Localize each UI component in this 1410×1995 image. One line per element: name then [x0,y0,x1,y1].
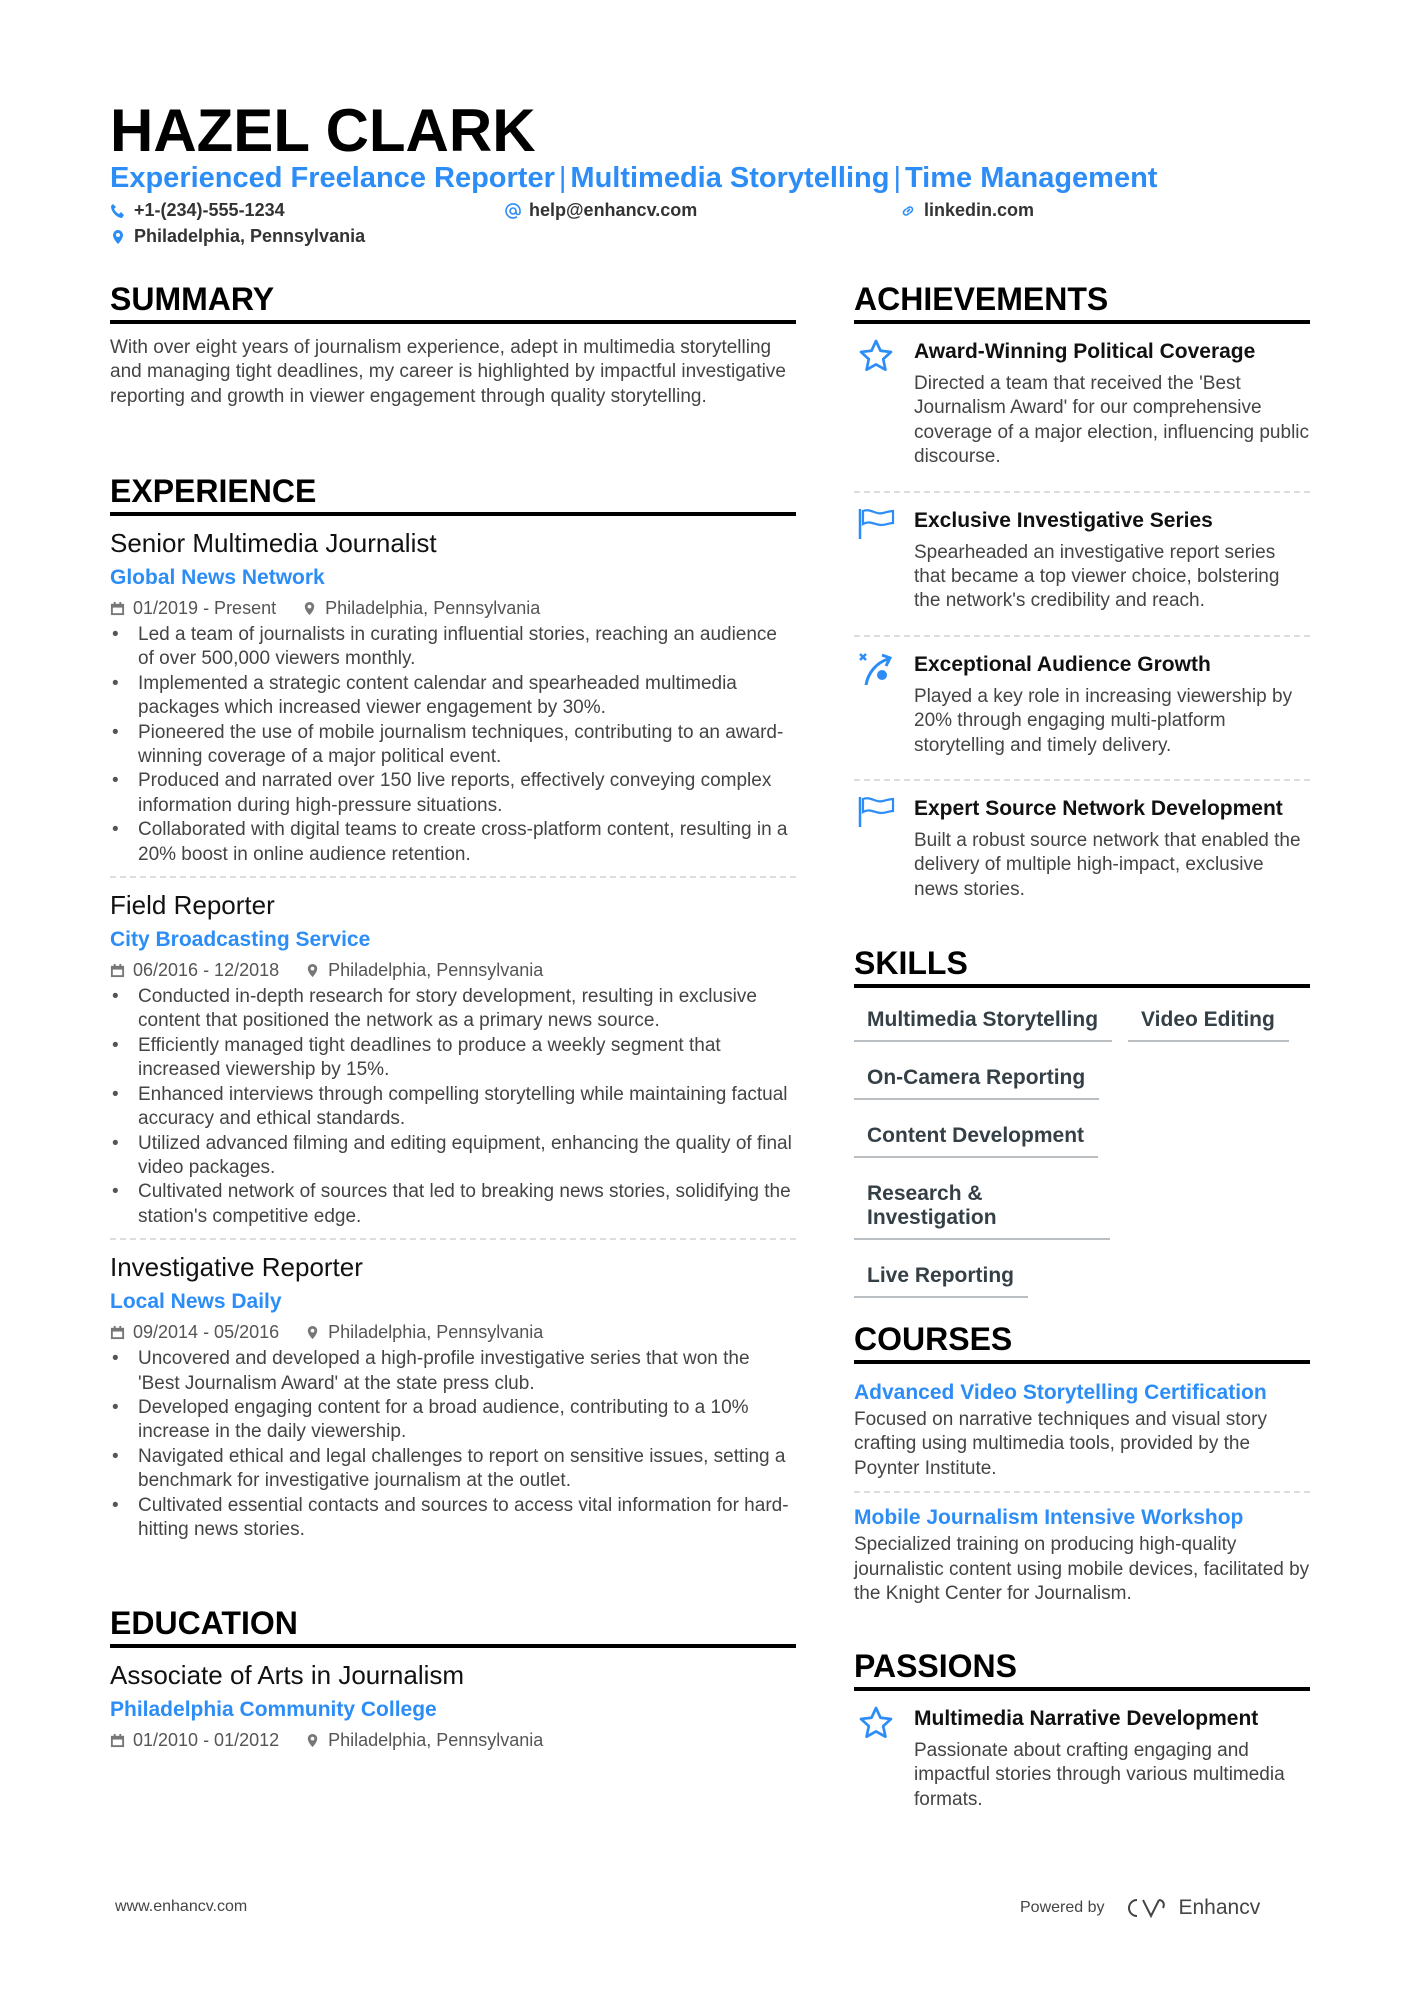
course-description: Focused on narrative techniques and visual story crafting using multimedia tools, provided by the Poynter Institute. [854,1409,1267,1479]
bullet-item: • Navigated ethical and legal challenges to report on sensitive issues, setting a benchmark for investigative journalism at the outlet. [110,1445,796,1494]
job-entry [110,526,796,867]
candidate-name: HAZEL CLARK [110,97,536,164]
job-title: Investigative Reporter [110,1252,363,1283]
achievement-item [854,637,1310,770]
bullet-item: • Efficiently managed tight deadlines to produce a weekly segment that increased viewership by 15%. [110,1034,796,1083]
divider [110,1238,796,1240]
location-pin-icon [110,229,126,245]
company-name[interactable]: Global News Network [110,566,325,589]
skill-tag: Video Editing [1128,1000,1289,1042]
bullet-item: • Cultivated network of sources that led to breaking news stories, solidifying the station's competitive edge. [110,1180,796,1229]
job-meta [110,595,796,621]
job-location [305,957,543,983]
headline [110,162,1157,195]
job-entry [110,876,796,1229]
achievements-section [854,280,1310,914]
job-title: Field Reporter [110,890,275,921]
headline-item: Multimedia Storytelling [570,162,890,194]
bullet-list [110,623,796,867]
degree: Associate of Arts in Journalism [110,1660,465,1690]
location: Philadelphia, Pennsylvania [328,1730,544,1750]
strategy-icon [854,651,894,758]
bullet-item: • Led a team of journalists in curating influential stories, reaching an audience of over 500,000 viewers monthly. [110,623,796,672]
course-title[interactable]: Advanced Video Storytelling Certification [854,1381,1267,1404]
contact-location [110,226,365,247]
bullet-item: • Enhanced interviews through compelling storytelling while maintaining factual accuracy and ethical standards. [110,1083,796,1132]
achievement-content [914,795,1310,902]
achievement-content [914,1705,1310,1812]
email-text: help@enhancv.com [529,200,698,220]
location-pin-icon [305,1325,320,1340]
bullet-item: • Collaborated with digital teams to create cross-platform content, resulting in a 20% boost in online audience retention. [110,818,796,867]
job-meta [110,1319,796,1345]
calendar-icon [110,1733,125,1748]
section-heading: COURSES [854,1320,1310,1364]
location-pin-icon [302,601,317,616]
course-item [854,1491,1310,1606]
footer-branding [1020,1896,1260,1920]
dates-text: 09/2014 - 05/2016 [133,1322,280,1343]
skill-tag: Content Development [854,1116,1098,1158]
skill-tag: Research & Investigation [854,1174,1110,1240]
achievement-content [914,338,1310,470]
achievement-title: Expert Source Network Development [914,797,1283,821]
section-heading: SKILLS [854,944,1310,988]
skills-section [854,944,1310,1314]
bullet-item: • Developed engaging content for a broad audience, contributing to a 10% increase in the daily viewership. [110,1396,796,1445]
section-heading: EXPERIENCE [110,472,796,516]
job-dates [110,595,276,621]
bullet-list [110,1347,796,1542]
job-entry [110,1238,796,1542]
achievement-description: Built a robust source network that enabled the delivery of multiple high-impact, exclusive news stories. [914,830,1301,900]
calendar-icon [110,1325,125,1340]
skill-tag: Live Reporting [854,1256,1028,1298]
calendar-icon [110,963,125,978]
star-icon [854,338,894,470]
achievement-title: Multimedia Narrative Development [914,1707,1259,1730]
footer-website[interactable]: www.enhancv.com [115,1898,248,1915]
bullet-item: • Produced and narrated over 150 live reports, effectively conveying complex information during high-pressure situations. [110,769,796,818]
job-location [305,1319,543,1345]
location-pin-icon [305,1733,320,1748]
at-icon [505,203,521,219]
achievement-item [854,493,1310,626]
achievement-title: Exceptional Audience Growth [914,652,1211,676]
skill-tag: Multimedia Storytelling [854,1000,1112,1042]
courses-section [854,1320,1310,1606]
location-text: Philadelphia, Pennsylvania [325,598,541,618]
achievement-title: Exclusive Investigative Series [914,508,1213,532]
school: Philadelphia Community College [110,1698,437,1721]
section-heading: SUMMARY [110,280,796,324]
achievement-item [854,781,1310,914]
section-heading: EDUCATION [110,1604,796,1648]
skill-tag: On-Camera Reporting [854,1058,1099,1100]
bullet-item: • Implemented a strategic content calendar and spearheaded multimedia packages which increased viewer engagement by 30%. [110,672,796,721]
achievement-item [854,324,1310,482]
location-text: Philadelphia, Pennsylvania [328,1322,544,1343]
contact-email[interactable] [505,200,697,221]
course-title[interactable]: Mobile Journalism Intensive Workshop [854,1506,1244,1530]
summary-section [110,280,796,409]
job-dates [110,1319,279,1345]
achievement-description: Spearheaded an investigative report series that became a top viewer choice, bolstering the network's credibility and reach. [914,541,1280,612]
education-section [110,1604,796,1753]
flag-icon [854,507,894,614]
headline-item: Experienced Freelance Reporter [110,162,555,194]
bullet-item: • Conducted in-depth research for story development, resulting in exclusive content that positioned the network as a primary news source. [110,985,796,1034]
section-heading: ACHIEVEMENTS [854,280,1310,324]
flag-icon [854,795,894,902]
achievement-item [854,1691,1310,1824]
course-description: Specialized training on producing high-quality journalistic content using mobile devices, facilitated by the Knight Center for Journalism. [854,1534,1310,1605]
location-text: Philadelphia, Pennsylvania [134,226,366,246]
bullet-item: • Uncovered and developed a high-profile investigative series that won the 'Best Journalism Award' at the state press club. [110,1347,796,1396]
divider [110,876,796,878]
job-location [302,595,540,621]
passions-section [854,1647,1310,1824]
dates-text: 06/2016 - 12/2018 [133,960,280,981]
linkedin-text: linkedin.com [924,200,1035,220]
company-name[interactable]: Local News Daily [110,1290,282,1314]
dates-text: 01/2019 - Present [133,598,277,618]
bullet-item: • Utilized advanced filming and editing equipment, enhancing the quality of final video packages. [110,1132,796,1181]
experience-section [110,472,796,1542]
job-title: Senior Multimedia Journalist [110,528,437,558]
achievement-description: Played a key role in increasing viewership by 20% through engaging multi-platform storytelling and timely delivery. [914,685,1293,756]
headline-separator: | [893,162,901,194]
dates: 01/2010 - 01/2012 [133,1730,280,1750]
achievement-description: Passionate about crafting engaging and impactful stories through various multimedia formats. [914,1740,1285,1810]
bullet-item: • Cultivated essential contacts and sources to access vital information for hard-hitting news stories. [110,1494,796,1543]
section-heading: PASSIONS [854,1647,1310,1691]
headline-item: Time Management [904,162,1158,194]
location-pin-icon [305,963,320,978]
divider [854,1491,1310,1493]
job-dates [110,957,279,983]
powered-by-label: Powered by [1020,1899,1105,1916]
bullet-list [110,985,796,1229]
achievement-title: Award-Winning Political Coverage [914,340,1256,363]
phone-icon [110,203,126,219]
headline-separator: | [558,162,567,194]
brand-name: Enhancv [1178,1896,1261,1919]
company-name[interactable]: City Broadcasting Service [110,928,371,952]
education-meta [110,1727,796,1753]
calendar-icon [110,601,125,616]
link-icon [900,203,916,219]
contact-linkedin[interactable] [900,200,1034,221]
phone-text: +1-(234)-555-1234 [134,200,285,220]
achievement-content [914,507,1310,614]
achievement-description: Directed a team that received the 'Best Journalism Award' for our comprehensive coverage of a major election, influencing public discourse. [914,373,1310,468]
bullet-item: • Pioneered the use of mobile journalism techniques, contributing to an award-winning coverage of a major political event. [110,721,796,770]
course-item [854,1378,1310,1481]
location-text: Philadelphia, Pennsylvania [328,960,544,981]
star-icon [854,1705,894,1812]
job-meta [110,957,796,983]
summary-text: With over eight years of journalism experience, adept in multimedia storytelling and managing tight deadlines, my career is highlighted by impactful investigative reporting and growth in viewer engagement through quality storytelling. [110,337,786,407]
achievement-content [914,651,1310,758]
contact-phone[interactable] [110,200,285,221]
enhancv-logo-icon [1123,1896,1169,1920]
